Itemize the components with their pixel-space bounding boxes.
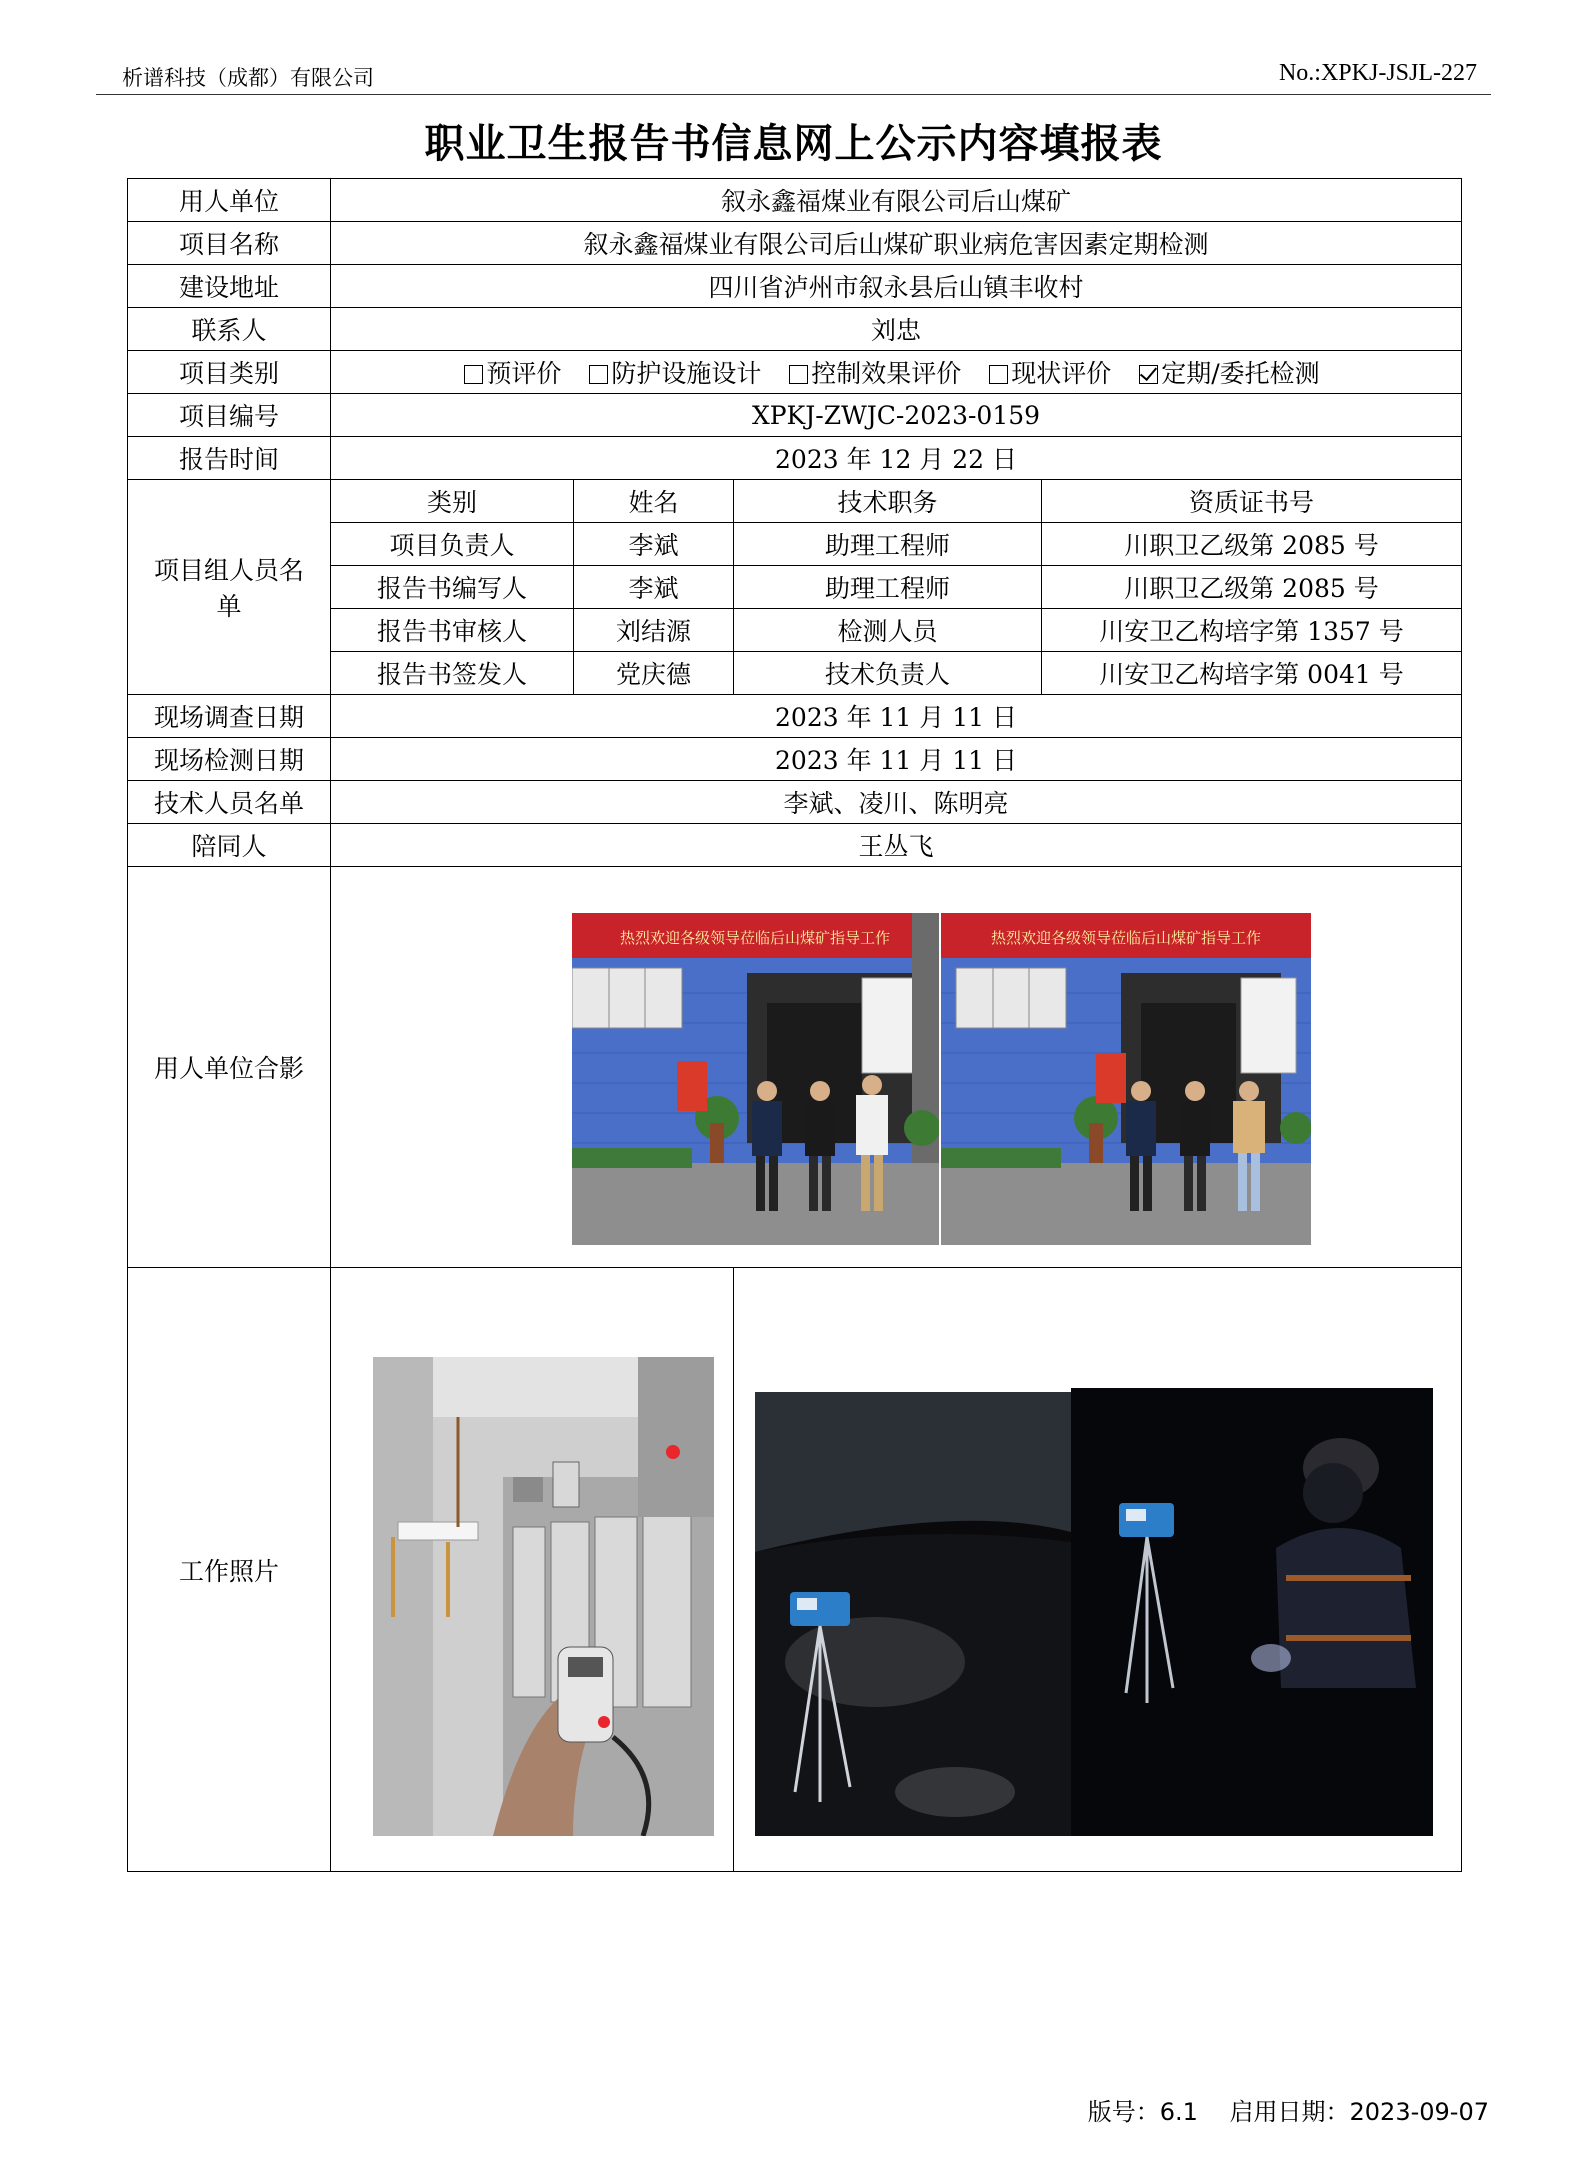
report-date-value: 2023 年 12 月 22 日: [331, 437, 1462, 480]
team-header-category: 类别: [331, 480, 574, 523]
team-label: 项目组人员名单: [128, 480, 331, 695]
survey-date-label: 现场调查日期: [128, 695, 331, 738]
group-photo-left: [572, 913, 939, 1245]
project-name-value: 叙永鑫福煤业有限公司后山煤矿职业病危害因素定期检测: [331, 222, 1462, 265]
version-text: 版号：6.1: [1087, 2098, 1198, 2126]
survey-date-value: 2023 年 11 月 11 日: [331, 695, 1462, 738]
welcome-banner-text: 热烈欢迎各级领导莅临后山煤矿指导工作: [990, 929, 1262, 947]
employer-value: 叙永鑫福煤业有限公司后山煤矿: [331, 179, 1462, 222]
test-date-label: 现场检测日期: [128, 738, 331, 781]
document-number: No.:XPKJ-JSJL-227: [1278, 60, 1477, 86]
category-option-status-evaluation[interactable]: 现状评价: [983, 359, 1111, 388]
work-photo-switchgear: [373, 1357, 714, 1836]
checkbox-icon[interactable]: [589, 365, 608, 384]
team-cell-name: 刘结源: [574, 609, 734, 652]
address-value: 四川省泸州市叙永县后山镇丰收村: [331, 265, 1462, 308]
employer-label: 用人单位: [128, 179, 331, 222]
accompany-value: 王丛飞: [331, 824, 1462, 867]
team-cell-role: 报告书签发人: [331, 652, 574, 695]
checkbox-icon[interactable]: [464, 365, 483, 384]
team-cell-certificate: 川职卫乙级第 2085 号: [1042, 523, 1462, 566]
team-cell-role: 报告书审核人: [331, 609, 574, 652]
accompany-label: 陪同人: [128, 824, 331, 867]
work-photo-underground-right: [1071, 1388, 1433, 1836]
row-address: [128, 265, 1462, 308]
team-cell-certificate: 川安卫乙构培字第 0041 号: [1042, 652, 1462, 695]
team-cell-name: 李斌: [574, 566, 734, 609]
welcome-banner-text: 热烈欢迎各级领导莅临后山煤矿指导工作: [619, 929, 891, 947]
work-photo-underground-right-svg: [1071, 1388, 1433, 1836]
team-cell-title: 检测人员: [734, 609, 1042, 652]
technicians-label: 技术人员名单: [128, 781, 331, 824]
work-photo-underground-left: [755, 1392, 1071, 1836]
row-contact: [128, 308, 1462, 351]
category-option-control-evaluation[interactable]: 控制效果评价: [783, 359, 961, 388]
project-no-value: XPKJ-ZWJC-2023-0159: [331, 394, 1462, 437]
test-date-value: 2023 年 11 月 11 日: [331, 738, 1462, 781]
category-label: 项目类别: [128, 351, 331, 394]
team-cell-certificate: 川职卫乙级第 2085 号: [1042, 566, 1462, 609]
team-header-certificate: 资质证书号: [1042, 480, 1462, 523]
checkbox-checked-icon[interactable]: [1139, 365, 1158, 384]
team-cell-certificate: 川安卫乙构培字第 1357 号: [1042, 609, 1462, 652]
team-header-name: 姓名: [574, 480, 734, 523]
category-options: [331, 351, 1462, 394]
team-cell-role: 报告书编写人: [331, 566, 574, 609]
row-test-date: [128, 738, 1462, 781]
row-technicians: [128, 781, 1462, 824]
team-header-title: 技术职务: [734, 480, 1042, 523]
category-option-periodic-testing[interactable]: 定期/委托检测: [1133, 359, 1319, 388]
project-no-label: 项目编号: [128, 394, 331, 437]
contact-value: 刘忠: [331, 308, 1462, 351]
row-survey-date: [128, 695, 1462, 738]
row-category: [128, 351, 1462, 394]
work-photo-switchgear-svg: [373, 1357, 714, 1836]
group-photo-left-svg: [572, 913, 939, 1245]
project-name-label: 项目名称: [128, 222, 331, 265]
footer: [1064, 2092, 1489, 2127]
category-option-protection-design[interactable]: 防护设施设计: [583, 359, 761, 388]
checkbox-icon[interactable]: [989, 365, 1008, 384]
group-photo-label: 用人单位合影: [128, 867, 331, 1268]
team-cell-name: 李斌: [574, 523, 734, 566]
team-cell-name: 党庆德: [574, 652, 734, 695]
technicians-value: 李斌、凌川、陈明亮: [331, 781, 1462, 824]
header-divider: [96, 94, 1491, 95]
group-photo-right: [941, 913, 1311, 1245]
work-photo-label: 工作照片: [128, 1268, 331, 1872]
work-photo-underground-left-svg: [755, 1392, 1071, 1836]
team-cell-title: 助理工程师: [734, 523, 1042, 566]
team-header-row: [128, 480, 1462, 523]
team-cell-role: 项目负责人: [331, 523, 574, 566]
checkbox-icon[interactable]: [789, 365, 808, 384]
team-cell-title: 助理工程师: [734, 566, 1042, 609]
team-cell-title: 技术负责人: [734, 652, 1042, 695]
category-option-pre-evaluation[interactable]: 预评价: [458, 359, 561, 388]
address-label: 建设地址: [128, 265, 331, 308]
group-photo-right-svg: [941, 913, 1311, 1245]
page-title: 职业卫生报告书信息网上公示内容填报表: [424, 121, 1163, 167]
company-name: 析谱科技（成都）有限公司: [122, 66, 374, 90]
row-employer: [128, 179, 1462, 222]
contact-label: 联系人: [128, 308, 331, 351]
row-report-date: [128, 437, 1462, 480]
row-accompany: [128, 824, 1462, 867]
effective-date-text: 启用日期：2023-09-07: [1229, 2098, 1489, 2126]
report-date-label: 报告时间: [128, 437, 331, 480]
row-project-no: [128, 394, 1462, 437]
row-project-name: [128, 222, 1462, 265]
